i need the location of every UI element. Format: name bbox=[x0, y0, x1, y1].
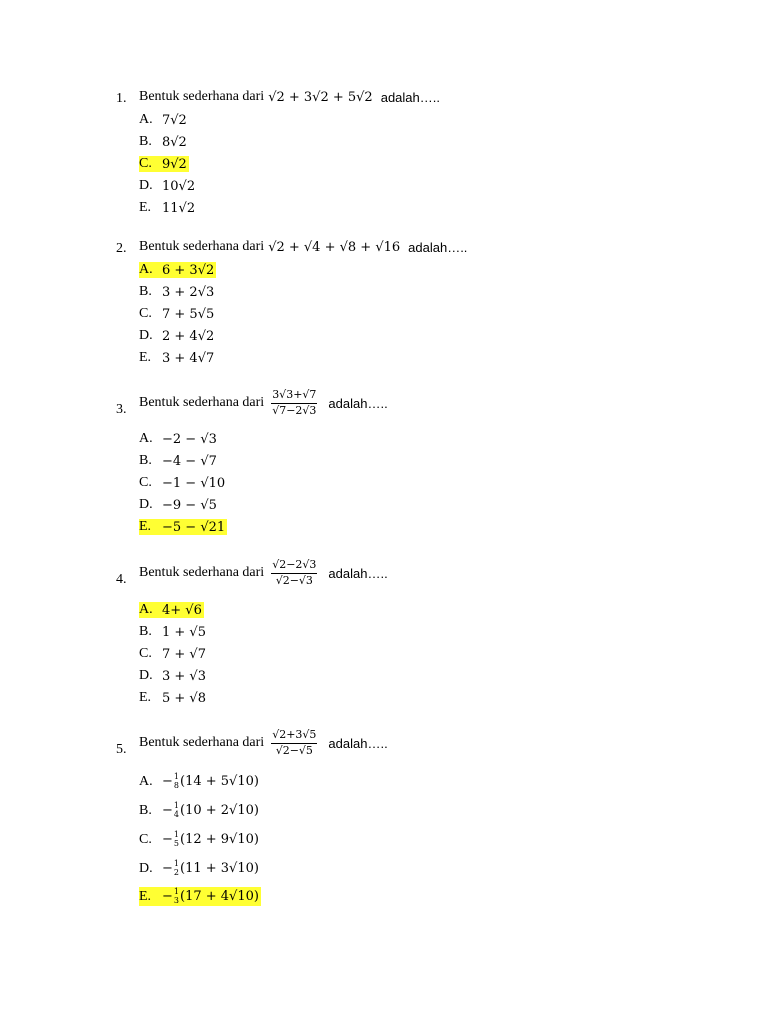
option-letter: D. bbox=[139, 178, 153, 193]
option-letter: D. bbox=[139, 328, 153, 343]
option-e[interactable] bbox=[139, 690, 208, 706]
fraction-numerator: √2−2√3 bbox=[271, 559, 317, 574]
coefficient-numerator: 1 bbox=[173, 859, 179, 868]
question-expression: √2 + 3√2 + 5√2 bbox=[268, 89, 373, 105]
question-tail: adalah….. bbox=[408, 239, 468, 255]
option-letter: E. bbox=[139, 690, 152, 705]
option-c[interactable] bbox=[139, 646, 208, 662]
question-tail: adalah….. bbox=[380, 89, 440, 105]
option-c[interactable] bbox=[139, 475, 227, 491]
option-d[interactable] bbox=[139, 328, 216, 344]
option-value: −9 − √5 bbox=[162, 497, 217, 513]
question-tail: adalah….. bbox=[328, 565, 388, 581]
question-text bbox=[139, 559, 388, 587]
option-letter: A. bbox=[139, 602, 153, 617]
option-value: 8√2 bbox=[162, 134, 187, 150]
fraction-denominator: √7−2√3 bbox=[272, 403, 317, 417]
coefficient-denominator: 2 bbox=[173, 868, 179, 877]
option-d[interactable] bbox=[139, 497, 219, 513]
option-b[interactable] bbox=[139, 453, 219, 469]
coefficient-denominator: 3 bbox=[173, 896, 179, 905]
question-lead: Bentuk sederhana dari bbox=[139, 395, 265, 411]
option-letter: A. bbox=[139, 112, 153, 127]
option-letter: B. bbox=[139, 624, 152, 639]
question-text bbox=[139, 729, 388, 757]
option-a[interactable] bbox=[139, 431, 219, 447]
option-d[interactable] bbox=[139, 668, 208, 684]
question-text bbox=[139, 389, 388, 417]
option-c[interactable] bbox=[139, 306, 216, 322]
option-value: 9√2 bbox=[162, 156, 187, 172]
option-letter: B. bbox=[139, 453, 152, 468]
coefficient-denominator: 8 bbox=[173, 781, 179, 790]
option-letter: D. bbox=[139, 668, 153, 683]
option-letter: C. bbox=[139, 831, 152, 847]
option-letter: E. bbox=[139, 200, 152, 215]
question-number: 3. bbox=[116, 402, 127, 417]
question-lead: Bentuk sederhana dari bbox=[139, 89, 265, 104]
fraction-denominator: √2−√3 bbox=[275, 573, 313, 587]
coefficient-numerator: 1 bbox=[173, 887, 179, 896]
option-sign: − bbox=[162, 861, 173, 876]
option-e[interactable] bbox=[139, 350, 216, 366]
option-value: 11√2 bbox=[162, 200, 196, 216]
option-value: 2 + 4√2 bbox=[162, 328, 215, 344]
question-lead: Bentuk sederhana dari bbox=[139, 735, 265, 751]
option-coefficient bbox=[174, 860, 179, 877]
option-e-highlighted[interactable] bbox=[139, 887, 261, 906]
question-expression: √2 + √4 + √8 + √16 bbox=[268, 239, 401, 255]
option-a-highlighted[interactable] bbox=[139, 602, 204, 618]
option-coefficient bbox=[174, 773, 179, 790]
option-a[interactable] bbox=[139, 112, 189, 128]
option-a-highlighted[interactable] bbox=[139, 262, 216, 278]
question-number: 5. bbox=[116, 742, 127, 757]
option-letter: B. bbox=[139, 134, 152, 149]
option-letter: A. bbox=[139, 431, 153, 446]
option-letter: C. bbox=[139, 646, 152, 661]
option-value: 4+ √6 bbox=[162, 602, 202, 618]
option-letter: B. bbox=[139, 284, 152, 299]
option-c-highlighted[interactable] bbox=[139, 156, 189, 172]
coefficient-numerator: 1 bbox=[173, 801, 179, 810]
option-value: 5 + √8 bbox=[162, 690, 206, 706]
option-value: (17 + 4√10) bbox=[180, 889, 259, 904]
option-letter: E. bbox=[139, 519, 152, 534]
option-b[interactable] bbox=[139, 624, 208, 640]
question-fraction bbox=[271, 389, 317, 417]
question-tail: adalah….. bbox=[328, 395, 388, 411]
option-letter: B. bbox=[139, 802, 152, 818]
question-text bbox=[139, 240, 467, 254]
coefficient-numerator: 1 bbox=[173, 830, 179, 839]
option-letter: C. bbox=[139, 475, 152, 490]
option-e-highlighted[interactable] bbox=[139, 519, 227, 535]
option-value: −2 − √3 bbox=[162, 431, 217, 447]
option-a[interactable] bbox=[139, 772, 261, 791]
option-letter: C. bbox=[139, 306, 152, 321]
question-text bbox=[139, 90, 440, 104]
option-value: 1 + √5 bbox=[162, 624, 206, 640]
option-d[interactable] bbox=[139, 178, 197, 194]
option-value: 3 + 2√3 bbox=[162, 284, 215, 300]
option-b[interactable] bbox=[139, 801, 261, 820]
option-b[interactable] bbox=[139, 134, 189, 150]
option-value: (10 + 2√10) bbox=[180, 803, 259, 818]
option-letter: E. bbox=[139, 888, 152, 904]
option-value: 7 + √7 bbox=[162, 646, 206, 662]
question-fraction bbox=[271, 559, 317, 587]
option-value: −1 − √10 bbox=[162, 475, 226, 491]
coefficient-denominator: 5 bbox=[173, 839, 179, 848]
option-sign: − bbox=[162, 774, 173, 789]
option-d[interactable] bbox=[139, 859, 261, 878]
question-number: 4. bbox=[116, 572, 127, 587]
option-value: 10√2 bbox=[162, 178, 196, 194]
option-letter: D. bbox=[139, 860, 153, 876]
option-value: 3 + √3 bbox=[162, 668, 206, 684]
option-letter: A. bbox=[139, 262, 153, 277]
option-value: 7 + 5√5 bbox=[162, 306, 215, 322]
option-value: (11 + 3√10) bbox=[180, 861, 259, 876]
option-value: 3 + 4√7 bbox=[162, 350, 215, 366]
option-letter: D. bbox=[139, 497, 153, 512]
option-letter: E. bbox=[139, 350, 152, 365]
option-coefficient bbox=[174, 831, 179, 848]
option-value: (12 + 9√10) bbox=[180, 832, 259, 847]
fraction-numerator: √2+3√5 bbox=[271, 729, 317, 744]
option-b[interactable] bbox=[139, 284, 216, 300]
option-coefficient bbox=[174, 888, 179, 905]
option-coefficient bbox=[174, 802, 179, 819]
option-sign: − bbox=[162, 889, 173, 904]
fraction-denominator: √2−√5 bbox=[275, 743, 313, 757]
coefficient-denominator: 4 bbox=[173, 810, 179, 819]
question-fraction bbox=[271, 729, 317, 757]
option-value: −4 − √7 bbox=[162, 453, 217, 469]
fraction-numerator: 3√3+√7 bbox=[271, 389, 317, 404]
option-c[interactable] bbox=[139, 830, 261, 849]
question-tail: adalah….. bbox=[328, 735, 388, 751]
option-e[interactable] bbox=[139, 200, 197, 216]
coefficient-numerator: 1 bbox=[173, 772, 179, 781]
option-value: (14 + 5√10) bbox=[180, 774, 259, 789]
question-number: 2. bbox=[116, 241, 127, 256]
option-value: −5 − √21 bbox=[162, 519, 226, 535]
question-lead: Bentuk sederhana dari bbox=[139, 239, 265, 254]
option-sign: − bbox=[162, 803, 173, 818]
option-letter: C. bbox=[139, 156, 152, 171]
option-value: 7√2 bbox=[162, 112, 187, 128]
option-value: 6 + 3√2 bbox=[162, 262, 215, 278]
option-sign: − bbox=[162, 832, 173, 847]
question-lead: Bentuk sederhana dari bbox=[139, 565, 265, 581]
option-letter: A. bbox=[139, 773, 153, 789]
question-number: 1. bbox=[116, 91, 127, 106]
